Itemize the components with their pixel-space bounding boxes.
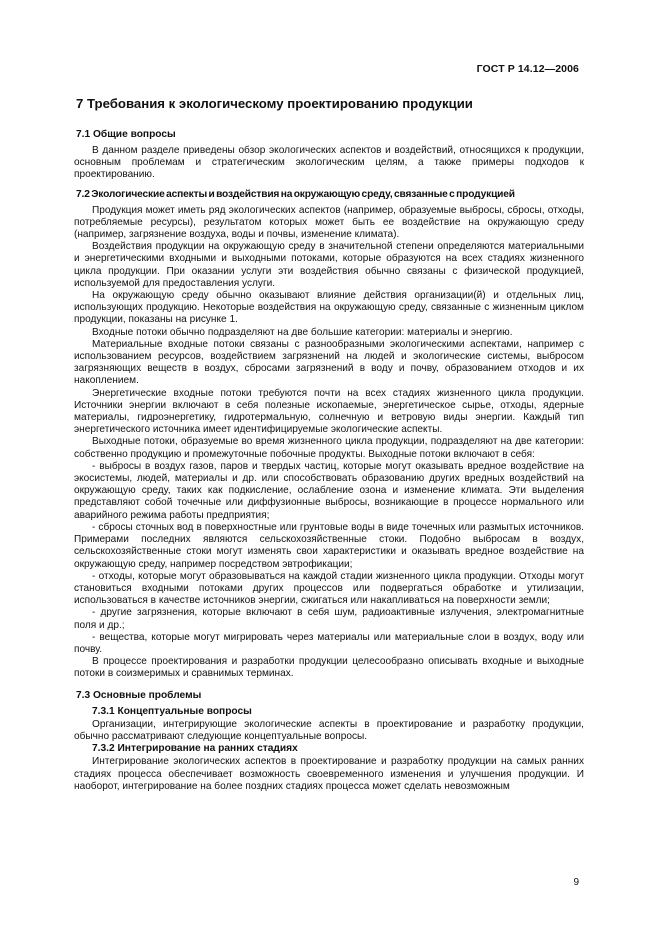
paragraph: Входные потоки обычно подразделяют на две большие категории: материалы и энергию. xyxy=(92,326,513,338)
list-item: - отходы, которые могут образовываться на каждой стадии жизненного цикла продукции. Отходы могут становиться входными потоками других процессов или подвергаться обработке и утилизации, использоваться в качестве источников энергии, сжигаться или накапливаться на поверхности земли; xyxy=(74,570,584,607)
paragraph: На окружающую среду обычно оказывают влияние действия организации(й) и отдельных лиц, использующих продукцию. Некоторые воздействия на окружающую среду, связанные с жизненным циклом продукции, показаны на рисунке 1. xyxy=(74,290,584,326)
document-code: ГОСТ Р 14.12—2006 xyxy=(476,63,579,75)
paragraph: В процессе проектирования и разработки продукции целесообразно описывать входные и выходные потоки в соизмеримых и сравнимых терминах. xyxy=(74,656,584,680)
paragraph: Энергетические входные потоки требуются почти на всех стадиях жизненного цикла продукции. Источники энергии включают в себя полезные ископаемые, энергетическое сырье, отходы, ядерные материалы, гидроэнергетику, гидротермальную, солнечную и ветровую виды энергии. Каждый тип энергетического источника имеет идентифицируемые экологические аспекты. xyxy=(74,387,584,436)
list-item: - сбросы сточных вод в поверхностные или грунтовые воды в виде точечных или размытых источников. Примерами последних являются сельскохозяйственные стоки. Подобно выбросам в воздух, сельскохозяйственные стоки могут изменять свои характеристики и оказывать вредное воздействие на окружающую среду, например посредством эвтрофикации; xyxy=(74,521,584,570)
section-7-3-1-title: 7.3.1 Концептуальные вопросы xyxy=(92,705,252,717)
paragraph: Материальные входные потоки связаны с разнообразными экологическими аспектами, например с использованием ресурсов, воздействием загрязнений на людей и экологические системы, выбросом загрязняющих веществ в воздух, сбросами загрязнений в воду и почву, образованием отходов и их накоплением. xyxy=(74,338,584,387)
page-number: 9 xyxy=(573,877,579,888)
page-body xyxy=(74,96,584,793)
list-item: - другие загрязнения, которые включают в себя шум, радиоактивные излучения, электромагнитные поля и др.; xyxy=(74,607,584,631)
paragraph: Воздействия продукции на окружающую среду в значительной степени определяются материальными и энергетическими входными и выходными потоками, которые образуются на всех стадиях жизненного цикла продукции. При оказании услуги эти воздействия обычно связаны с физической продукцией, используемой для предоставления услуги. xyxy=(74,241,584,289)
list-item: - выбросы в воздух газов, паров и твердых частиц, которые могут оказывать вредное воздействие на экосистемы, людей, материалы и др. или способствовать образованию других вредных воздействий на окружающую среду, таких как подкисление, ослабление озона и изменение климата. Эти выделения представляют собой точечные или диффузионные выбросы, возникающие в процессе нормального или аварийного режима работы предприятия; xyxy=(74,460,584,521)
section-7-1-title: 7.1 Общие вопросы xyxy=(76,129,176,140)
paragraph: Организации, интегрирующие экологические аспекты в проектирование и разработку продукции, обычно рассматривают следующие концептуальные вопросы. xyxy=(74,718,584,742)
paragraph: Выходные потоки, образуемые во время жизненного цикла продукции, подразделяют на две категории: собственно продукцию и промежуточные побочные продукты. Выходные потоки включают в себя: xyxy=(74,436,584,460)
section-7-2-title: 7.2 Экологические аспекты и воздействия на окружающую среду, связанные с продукцией xyxy=(76,188,515,200)
paragraph: Продукция может иметь ряд экологических аспектов (например, образуемые выбросы, сбросы, отходы, потребляемые ресурсы), результатом которых может быть ее воздействие на окружающую среду (например, загрязнение воздуха, воды и почвы, изменение климата). xyxy=(74,204,584,241)
list-item: - вещества, которые могут мигрировать через материалы или материальные слои в воздух, воду или почву. xyxy=(74,631,584,655)
section-7-3-title: 7.3 Основные проблемы xyxy=(76,689,202,701)
paragraph: Интегрирование экологических аспектов в проектирование и разработку продукции на самых ранних стадиях процесса обеспечивает возможность своевременного изменения и улучшения продукции. И наоборот, интегрирование на более поздних стадиях процесса может сделать невозможным xyxy=(74,756,584,792)
section-7-title: 7 Требования к экологическому проектированию продукции xyxy=(76,96,473,111)
paragraph: В данном разделе приведены обзор экологических аспектов и воздействий, относящихся к продукции, основным проблемам и стратегическим экологическим целям, а также примеры подходов к проектированию. xyxy=(74,145,584,181)
section-7-3-2-title: 7.3.2 Интегрирование на ранних стадиях xyxy=(92,743,298,755)
